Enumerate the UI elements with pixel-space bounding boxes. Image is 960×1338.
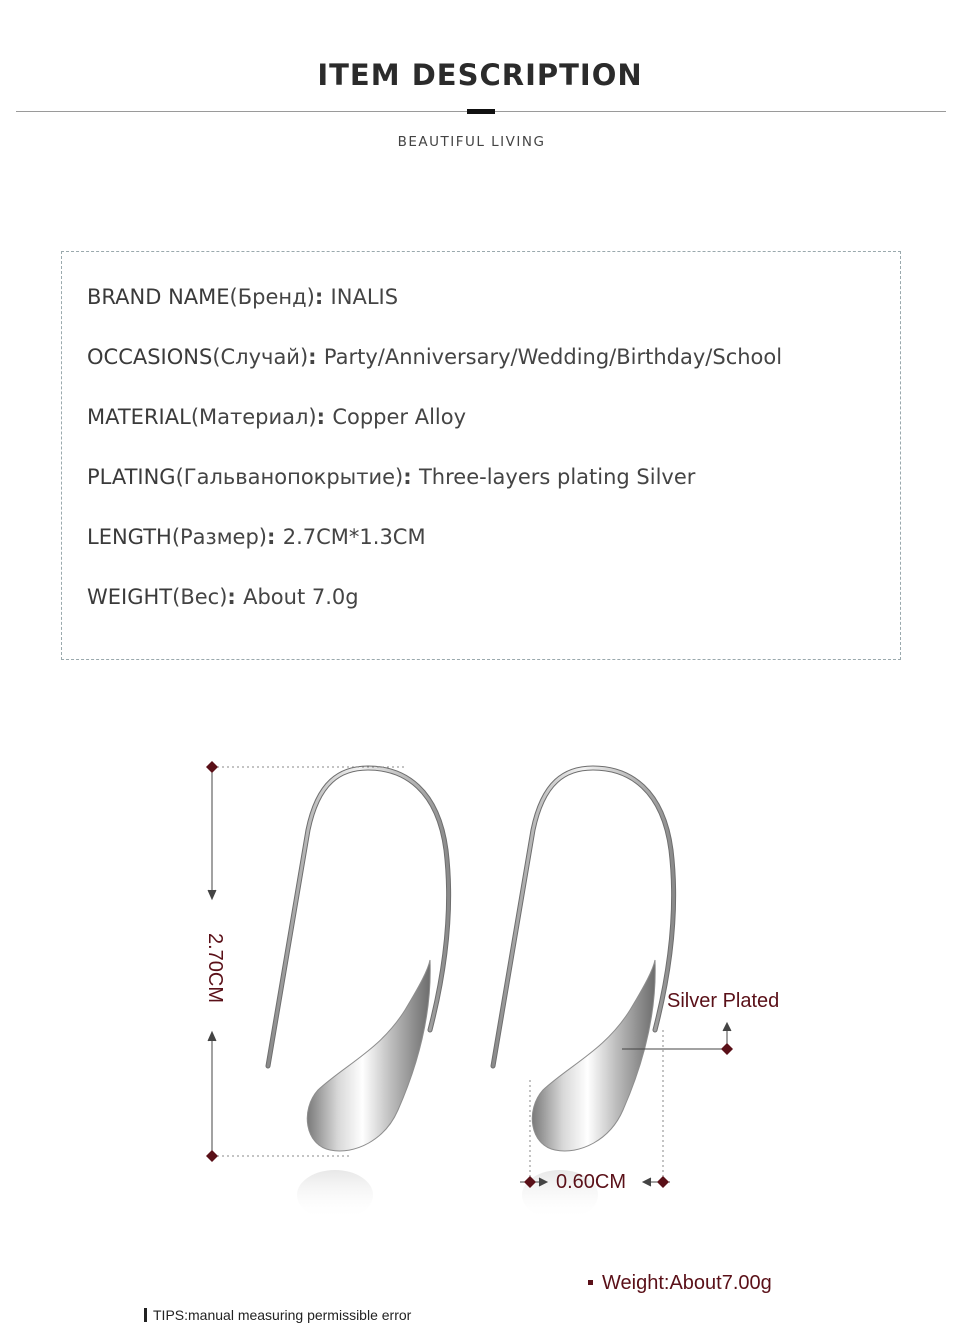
page-title: ITEM DESCRIPTION	[317, 58, 643, 92]
weight-text: Weight:About7.00g	[602, 1272, 772, 1294]
spec-value: Party/Anniversary/Wedding/Birthday/School	[323, 345, 783, 369]
header-divider-accent	[467, 109, 495, 114]
tips-bar-icon	[144, 1308, 147, 1322]
spec-key-ru: (Размер)	[171, 525, 268, 549]
spec-box	[61, 251, 901, 660]
spec-key-ru: (Бренд)	[229, 285, 315, 309]
spec-value: INALIS	[330, 285, 399, 309]
spec-row-weight: WEIGHT(Вес): About 7.0g	[87, 585, 359, 609]
spec-key-ru: (Материал)	[190, 405, 317, 429]
height-label: 2.70CM	[204, 932, 226, 1004]
spec-row-brand: BRAND NAME(Бренд): INALIS	[87, 285, 399, 309]
page-subtitle: BEAUTIFUL LIVING	[397, 134, 546, 150]
tips-note	[144, 1307, 411, 1323]
tips-text: TIPS:manual measuring permissible error	[153, 1307, 412, 1323]
spec-key: OCCASIONS	[87, 345, 213, 369]
spec-key-ru: (Случай)	[212, 345, 309, 369]
spec-value: Three-layers plating Silver	[418, 465, 696, 489]
spec-row-occasions: OCCASIONS(Случай): Party/Anniversary/Wedding/Birthday/School	[87, 345, 783, 369]
spec-value: 2.7CM*1.3CM	[282, 525, 426, 549]
spec-key-ru: (Гальванопокрытие)	[175, 465, 404, 489]
spec-key: BRAND NAME	[87, 285, 230, 309]
spec-key: LENGTH	[87, 525, 172, 549]
right-earring	[493, 768, 674, 1220]
left-earring	[268, 768, 449, 1220]
spec-row-material: MATERIAL(Материал): Copper Alloy	[87, 405, 467, 429]
spec-row-length: LENGTH(Размер): 2.7CM*1.3CM	[87, 525, 426, 549]
spec-key-ru: (Вес)	[172, 585, 228, 609]
spec-value: Copper Alloy	[332, 405, 467, 429]
weight-note	[588, 1272, 772, 1295]
spec-row-plating: PLATING(Гальванопокрытие): Three-layers plating Silver	[87, 465, 696, 489]
spec-key: PLATING	[87, 465, 176, 489]
bullet-icon	[588, 1280, 593, 1285]
plating-label: Silver Plated	[667, 990, 780, 1012]
spec-key: MATERIAL	[87, 405, 191, 429]
earring-diagram	[0, 700, 960, 1338]
spec-key: WEIGHT	[87, 585, 173, 609]
spec-value: About 7.0g	[243, 585, 359, 609]
width-label: 0.60CM	[556, 1171, 627, 1193]
